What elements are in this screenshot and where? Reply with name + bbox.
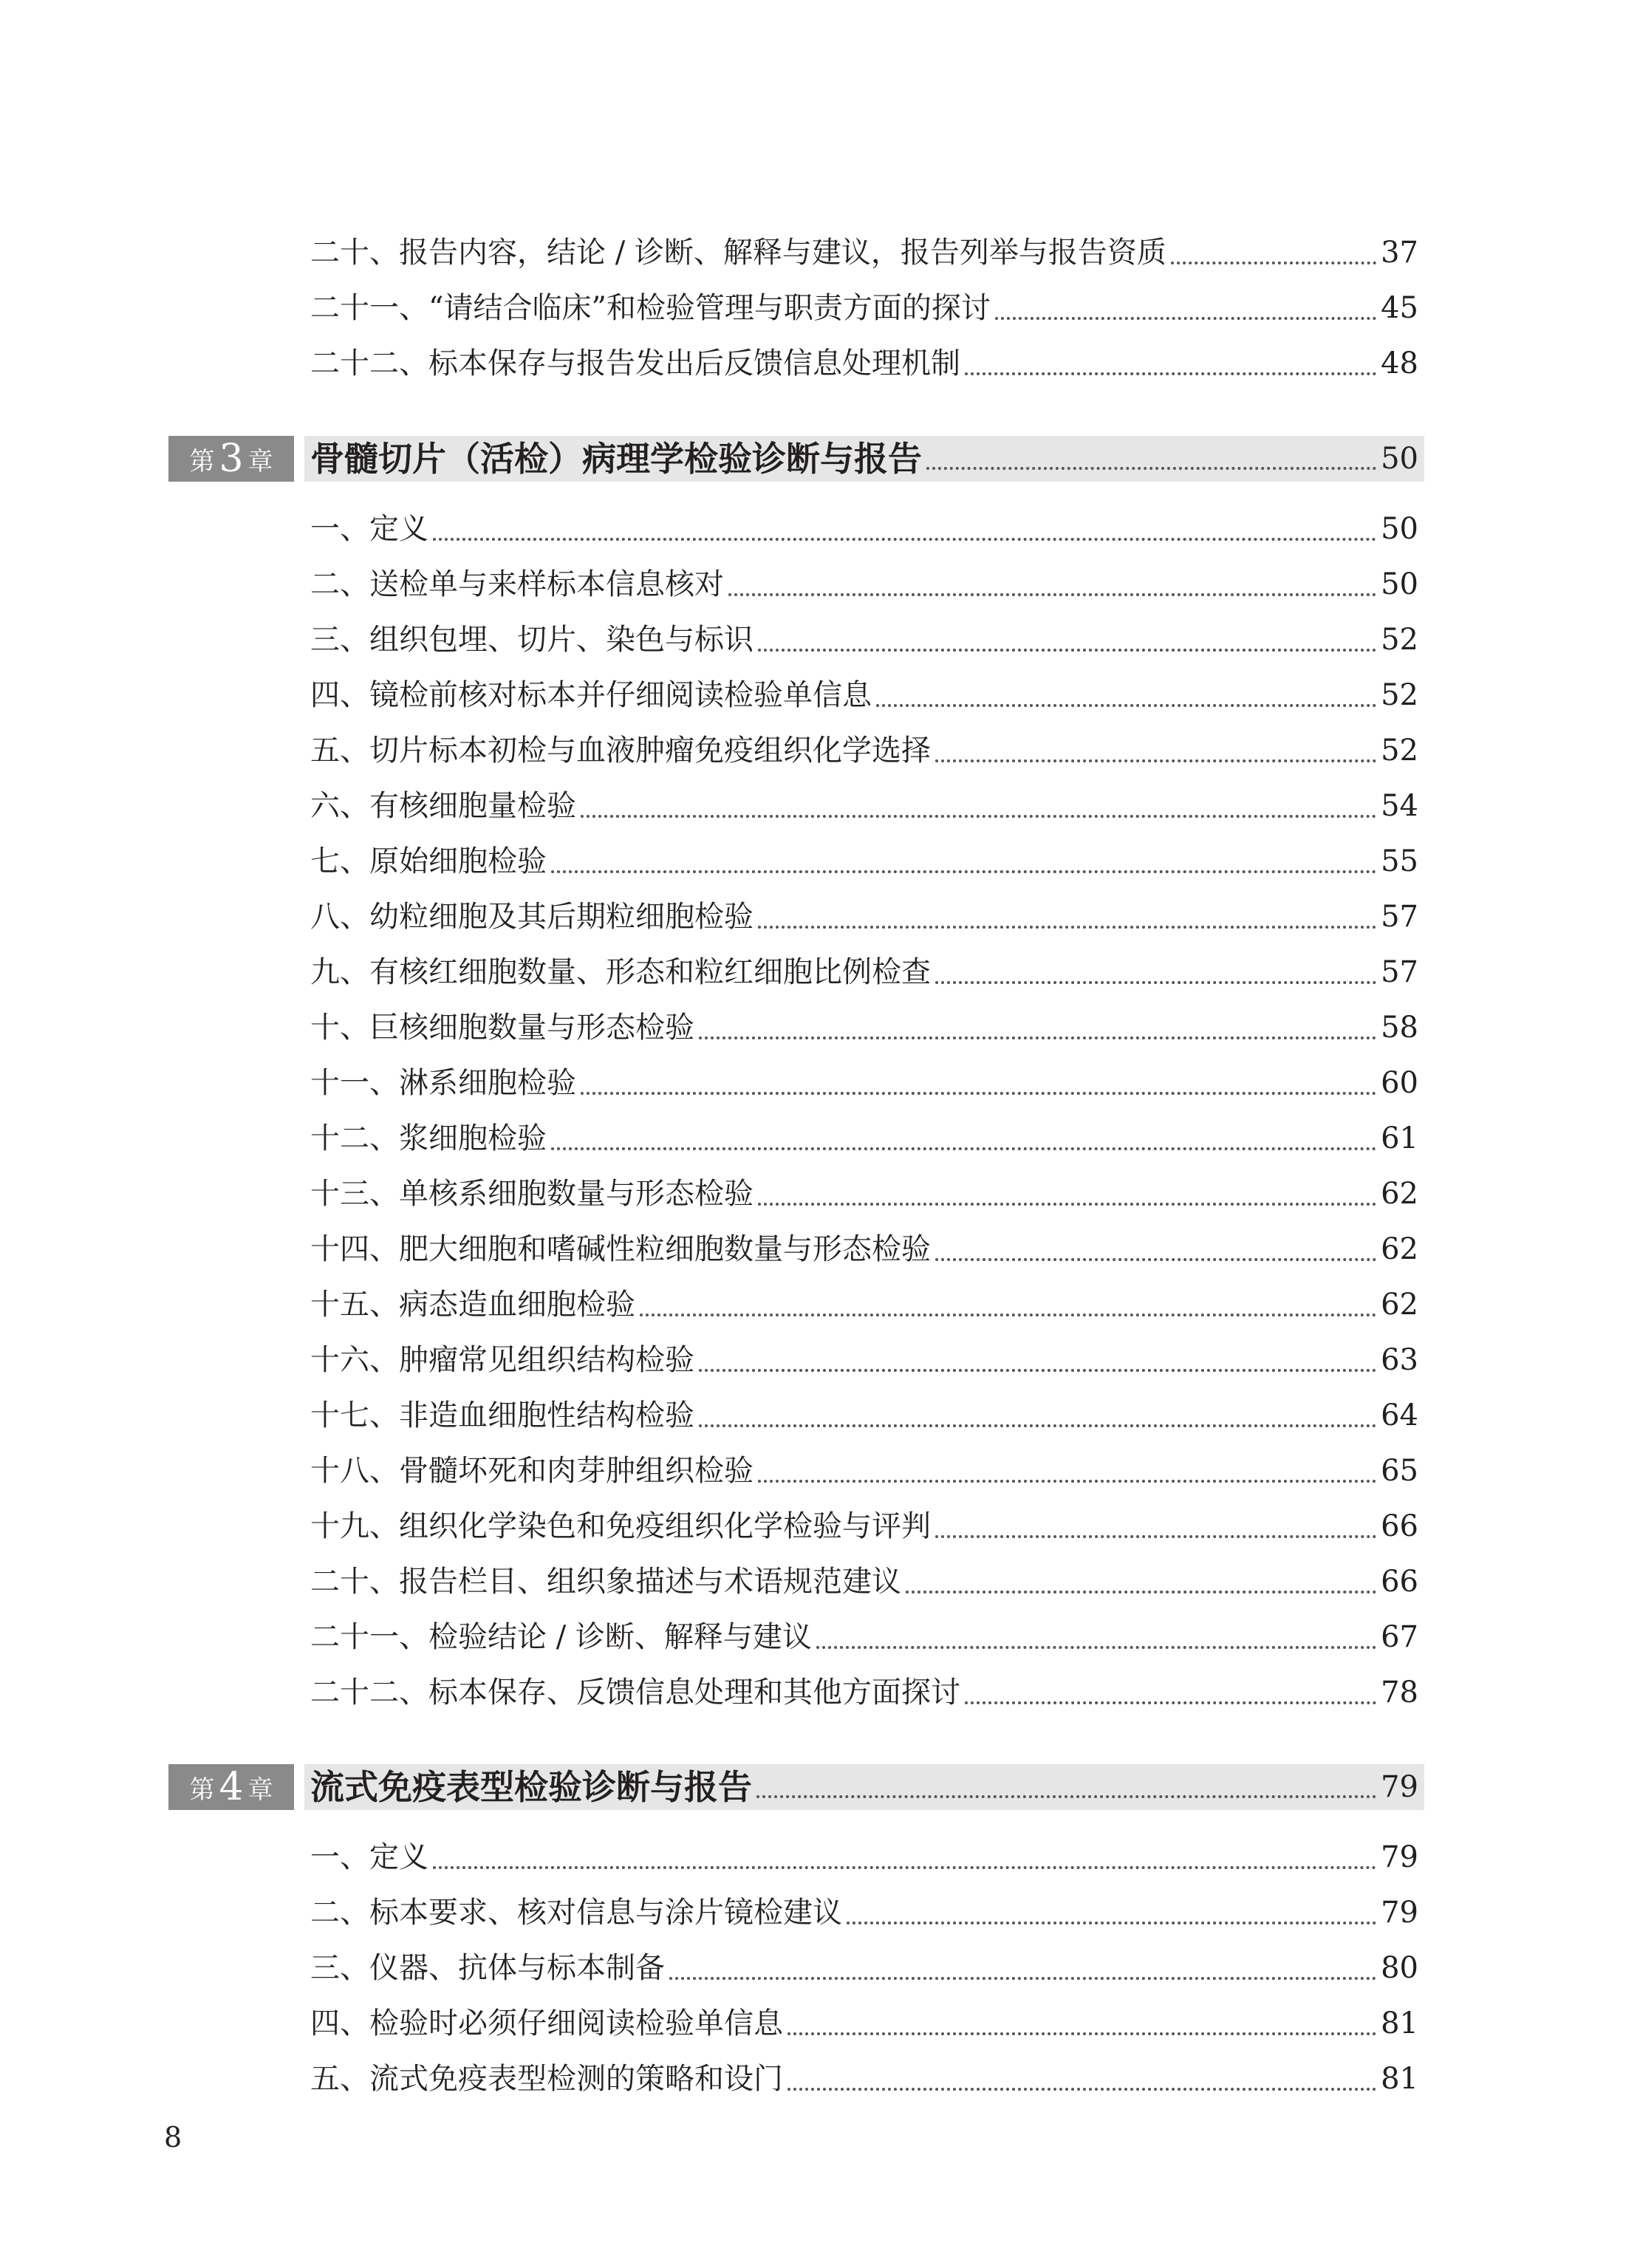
toc-entry-title: 三、仪器、抗体与标本制备 <box>310 1951 665 1985</box>
toc-entry-page: 79 <box>1381 1896 1418 1930</box>
dot-leader <box>965 372 1376 375</box>
chapter-label-suffix: 章 <box>247 1775 273 1805</box>
toc-entry[interactable] <box>310 1504 1418 1548</box>
toc-entry-title: 一、定义 <box>310 1840 428 1874</box>
toc-entry-page: 48 <box>1381 346 1418 380</box>
toc-entry-page: 81 <box>1381 2062 1418 2096</box>
chapter-label-prefix: 第 <box>189 1775 215 1805</box>
toc-entry-title: 二十二、标本保存、反馈信息处理和其他方面探讨 <box>310 1676 960 1709</box>
toc-entry[interactable] <box>310 1890 1418 1935</box>
toc-entry-title: 七、原始细胞检验 <box>310 844 547 878</box>
dot-leader <box>935 759 1376 762</box>
dot-leader <box>816 1646 1376 1649</box>
toc-entry-page: 45 <box>1381 291 1418 325</box>
toc-entry[interactable] <box>310 1282 1418 1327</box>
toc-entry-page: 55 <box>1381 844 1418 878</box>
toc-entry-title: 八、幼粒细胞及其后期粒细胞检验 <box>310 900 754 934</box>
dot-leader <box>551 870 1376 873</box>
dot-leader <box>847 1922 1376 1924</box>
dot-leader <box>433 538 1376 541</box>
dot-leader <box>758 1203 1376 1206</box>
chapter-4-heading[interactable] <box>168 1764 1424 1810</box>
toc-entry-page: 79 <box>1381 1840 1418 1874</box>
toc-entry-title: 九、有核红细胞数量、形态和粒红细胞比例检查 <box>310 955 931 989</box>
toc-entry-title: 一、定义 <box>310 512 428 546</box>
dot-leader <box>551 1147 1376 1150</box>
toc-entry-title: 十三、单核系细胞数量与形态检验 <box>310 1177 754 1211</box>
toc-entry[interactable] <box>310 2057 1418 2101</box>
toc-entry-page: 57 <box>1381 900 1418 934</box>
chapter-label-badge <box>168 436 294 482</box>
toc-entry-title: 二十、报告栏目、组织象描述与术语规范建议 <box>310 1565 901 1599</box>
toc-entry-title: 四、检验时必须仔细阅读检验单信息 <box>310 2006 783 2040</box>
dot-leader <box>926 467 1376 470</box>
dot-leader <box>640 1314 1376 1316</box>
toc-entry-page: 78 <box>1381 1676 1418 1709</box>
dot-leader <box>787 2088 1376 2091</box>
toc-entry[interactable] <box>310 230 1418 275</box>
toc-entry-title: 二十一、检验结论 / 诊断、解释与建议 <box>310 1620 812 1654</box>
toc-entry[interactable] <box>310 784 1418 828</box>
toc-entry-title: 二、送检单与来样标本信息核对 <box>310 567 724 601</box>
toc-entry-title: 五、切片标本初检与血液肿瘤免疫组织化学选择 <box>310 734 931 768</box>
chapter-label-badge <box>168 1764 294 1810</box>
toc-entry-title: 六、有核细胞量检验 <box>310 789 576 823</box>
dot-leader <box>935 1535 1376 1538</box>
toc-entry[interactable] <box>310 1005 1418 1050</box>
toc-entry-title: 十六、肿瘤常见组织结构检验 <box>310 1343 694 1377</box>
toc-entry-page: 58 <box>1381 1011 1418 1045</box>
toc-entry-title: 十五、病态造血细胞检验 <box>310 1288 635 1322</box>
dot-leader <box>758 926 1376 929</box>
chapter-title: 流式免疫表型检验诊断与报告 <box>310 1767 752 1807</box>
toc-entry-page: 66 <box>1381 1509 1418 1543</box>
toc-entry-page: 52 <box>1381 623 1418 657</box>
toc-entry[interactable] <box>310 1615 1418 1659</box>
toc-entry-title: 十八、骨髓坏死和肉芽肿组织检验 <box>310 1454 754 1488</box>
toc-entry-title: 二十、报告内容，结论 / 诊断、解释与建议，报告列举与报告资质 <box>310 236 1166 270</box>
chapter-3-heading[interactable] <box>168 436 1424 482</box>
chapter-label-prefix: 第 <box>189 446 215 477</box>
page-number: 8 <box>164 2121 182 2153</box>
chapter-title-row <box>310 1764 1418 1810</box>
toc-entry-title: 十、巨核细胞数量与形态检验 <box>310 1011 694 1045</box>
chapter-page: 79 <box>1381 1770 1418 1804</box>
toc-entry[interactable] <box>310 341 1418 386</box>
dot-leader <box>1171 262 1376 264</box>
toc-entry-page: 66 <box>1381 1565 1418 1599</box>
dot-leader <box>669 1977 1376 1980</box>
toc-entry[interactable] <box>310 1560 1418 1604</box>
chapter-number: 3 <box>219 437 244 481</box>
chapter-divider <box>294 1764 304 1810</box>
dot-leader <box>728 593 1376 596</box>
dot-leader <box>758 1480 1376 1483</box>
dot-leader <box>758 649 1376 652</box>
toc-entry[interactable] <box>310 1061 1418 1105</box>
chapter-divider <box>294 436 304 482</box>
toc-entry-page: 57 <box>1381 955 1418 989</box>
dot-leader <box>756 1795 1376 1798</box>
dot-leader <box>581 815 1376 818</box>
toc-entry[interactable] <box>310 728 1418 773</box>
chapter-number: 4 <box>219 1765 244 1809</box>
toc-entry-page: 52 <box>1381 678 1418 712</box>
toc-entry[interactable] <box>310 286 1418 330</box>
toc-entry[interactable] <box>310 1835 1418 1879</box>
toc-entry-title: 十七、非造血细胞性结构检验 <box>310 1398 694 1432</box>
toc-entry-title: 十四、肥大细胞和嗜碱性粒细胞数量与形态检验 <box>310 1232 931 1266</box>
toc-entry[interactable] <box>310 1227 1418 1271</box>
dot-leader <box>433 1866 1376 1869</box>
dot-leader <box>699 1036 1376 1039</box>
toc-entry[interactable] <box>310 2001 1418 2046</box>
toc-entry-title: 二十二、标本保存与报告发出后反馈信息处理机制 <box>310 346 960 380</box>
toc-entry-page: 65 <box>1381 1454 1418 1488</box>
toc-entry-page: 81 <box>1381 2006 1418 2040</box>
toc-entry-page: 63 <box>1381 1343 1418 1377</box>
dot-leader <box>935 981 1376 984</box>
toc-entry-page: 80 <box>1381 1951 1418 1985</box>
toc-entry[interactable] <box>310 507 1418 551</box>
toc-entry-title: 五、流式免疫表型检测的策略和设门 <box>310 2062 783 2096</box>
toc-entry-title: 二、标本要求、核对信息与涂片镜检建议 <box>310 1896 842 1930</box>
toc-entry[interactable] <box>310 1338 1418 1382</box>
chapter-title: 骨髓切片（活检）病理学检验诊断与报告 <box>310 439 922 479</box>
toc-entry[interactable] <box>310 1172 1418 1216</box>
toc-entry[interactable] <box>310 1670 1418 1715</box>
toc-entry-page: 62 <box>1381 1177 1418 1211</box>
chapter-title-row <box>310 436 1418 482</box>
toc-entry[interactable] <box>310 1449 1418 1493</box>
toc-entry-page: 54 <box>1381 789 1418 823</box>
toc-entry[interactable] <box>310 1116 1418 1161</box>
toc-entry-title: 十二、浆细胞检验 <box>310 1121 547 1155</box>
dot-leader <box>876 704 1376 707</box>
toc-entry-title: 十一、淋系细胞检验 <box>310 1066 576 1100</box>
chapter-label-suffix: 章 <box>247 446 273 477</box>
dot-leader <box>787 2032 1376 2035</box>
toc-entry-page: 62 <box>1381 1232 1418 1266</box>
toc-entry[interactable] <box>310 950 1418 994</box>
toc-entry-title: 四、镜检前核对标本并仔细阅读检验单信息 <box>310 678 872 712</box>
toc-entry-page: 50 <box>1381 512 1418 546</box>
toc-entry-page: 62 <box>1381 1288 1418 1322</box>
toc-entry[interactable] <box>310 562 1418 607</box>
dot-leader <box>965 1701 1376 1704</box>
toc-entry[interactable] <box>310 673 1418 717</box>
toc-entry[interactable] <box>310 618 1418 662</box>
toc-entry-page: 37 <box>1381 236 1418 270</box>
dot-leader <box>581 1092 1376 1095</box>
toc-entry-page: 60 <box>1381 1066 1418 1100</box>
toc-entry-title: 三、组织包埋、切片、染色与标识 <box>310 623 754 657</box>
toc-entry[interactable] <box>310 839 1418 884</box>
toc-entry-page: 61 <box>1381 1121 1418 1155</box>
toc-entry[interactable] <box>310 1946 1418 1990</box>
toc-entry-page: 64 <box>1381 1398 1418 1432</box>
dot-leader <box>699 1424 1376 1427</box>
toc-entry-page: 50 <box>1381 567 1418 601</box>
toc-entry-page: 52 <box>1381 734 1418 768</box>
chapter-page: 50 <box>1381 442 1418 476</box>
toc-entry-title: 二十一、“请结合临床”和检验管理与职责方面的探讨 <box>310 291 991 325</box>
dot-leader <box>995 317 1376 320</box>
dot-leader <box>699 1369 1376 1372</box>
dot-leader <box>906 1591 1376 1594</box>
dot-leader <box>935 1258 1376 1261</box>
toc-entry[interactable] <box>310 1393 1418 1438</box>
toc-entry-title: 十九、组织化学染色和免疫组织化学检验与评判 <box>310 1509 931 1543</box>
toc-entry[interactable] <box>310 895 1418 939</box>
toc-entry-page: 67 <box>1381 1620 1418 1654</box>
